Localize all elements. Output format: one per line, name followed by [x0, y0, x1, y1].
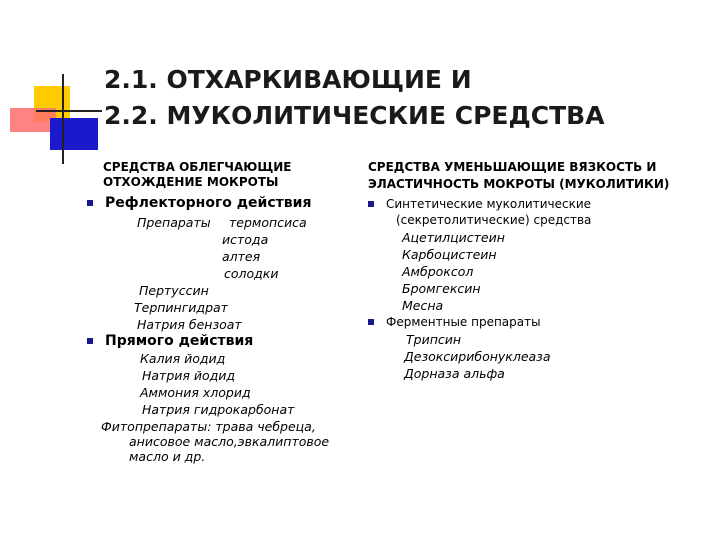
right-enzyme-item-2: Дезоксирибонуклеаза — [404, 349, 551, 364]
decor-vertical-line — [62, 74, 64, 164]
left-group2-label: Прямого действия — [105, 333, 254, 349]
left-herb-4: солодки — [224, 266, 279, 281]
left-phyto-line-3: масло и др. — [129, 449, 206, 464]
left-prep-prefix: Препараты — [137, 215, 211, 230]
left-direct-item-4: Натрия гидрокарбонат — [142, 402, 295, 417]
right-group1-label-2: (секретолитические) средства — [396, 213, 592, 227]
left-herb-3: алтея — [222, 249, 261, 264]
right-synth-item-3: Амброксол — [402, 264, 474, 279]
right-synth-item-4: Бромгексин — [402, 281, 481, 296]
right-group1-item — [368, 196, 591, 213]
bullet-icon — [87, 338, 93, 344]
left-heading-line-2: ОТХОЖДЕНИЕ МОКРОТЫ — [103, 175, 279, 189]
right-enzyme-item-3: Дорназа альфа — [404, 366, 505, 381]
left-group2-item — [87, 332, 253, 350]
right-group1-label-1: Синтетические муколитические — [386, 197, 592, 211]
left-direct-item-2: Натрия йодид — [142, 368, 236, 383]
left-herb-2: истода — [222, 232, 269, 247]
title-line-1: 2.1. ОТХАРКИВАЮЩИЕ И — [104, 65, 472, 94]
right-synth-item-5: Месна — [402, 298, 444, 313]
left-reflex-item-1: Пертуссин — [139, 283, 209, 298]
left-herb-1: термопсиса — [229, 215, 307, 230]
left-direct-item-3: Аммония хлорид — [140, 385, 251, 400]
title-line-2: 2.2. МУКОЛИТИЧЕСКИЕ СРЕДСТВА — [104, 101, 605, 130]
left-group1-item — [87, 194, 311, 212]
left-reflex-item-2: Терпингидрат — [134, 300, 228, 315]
left-phyto-line-1: Фитопрепараты: трава чебреца, — [101, 419, 316, 434]
right-synth-item-1: Ацетилцистеин — [402, 230, 505, 245]
right-synth-item-2: Карбоцистеин — [402, 247, 497, 262]
left-group1-label: Рефлекторного действия — [105, 195, 312, 211]
right-group2-item — [368, 314, 541, 331]
left-heading-line-1: СРЕДСТВА ОБЛЕГЧАЮЩИЕ — [103, 160, 292, 174]
left-reflex-item-3: Натрия бензоат — [137, 317, 242, 332]
bullet-icon — [368, 201, 374, 207]
left-direct-item-1: Калия йодид — [140, 351, 226, 366]
decor-horizontal-line — [36, 110, 102, 112]
decor-blue-square — [50, 118, 98, 150]
bullet-icon — [368, 319, 374, 325]
slide-title — [104, 62, 704, 134]
bullet-icon — [87, 200, 93, 206]
right-group2-label: Ферментные препараты — [386, 315, 541, 329]
right-heading-line-2: ЭЛАСТИЧНОСТЬ МОКРОТЫ (МУКОЛИТИКИ) — [368, 177, 670, 191]
right-enzyme-item-1: Трипсин — [406, 332, 462, 347]
left-phyto-line-2: анисовое масло,эвкалиптовое — [129, 434, 330, 449]
right-heading-line-1: СРЕДСТВА УМЕНЬШАЮЩИЕ ВЯЗКОСТЬ И — [368, 160, 657, 174]
